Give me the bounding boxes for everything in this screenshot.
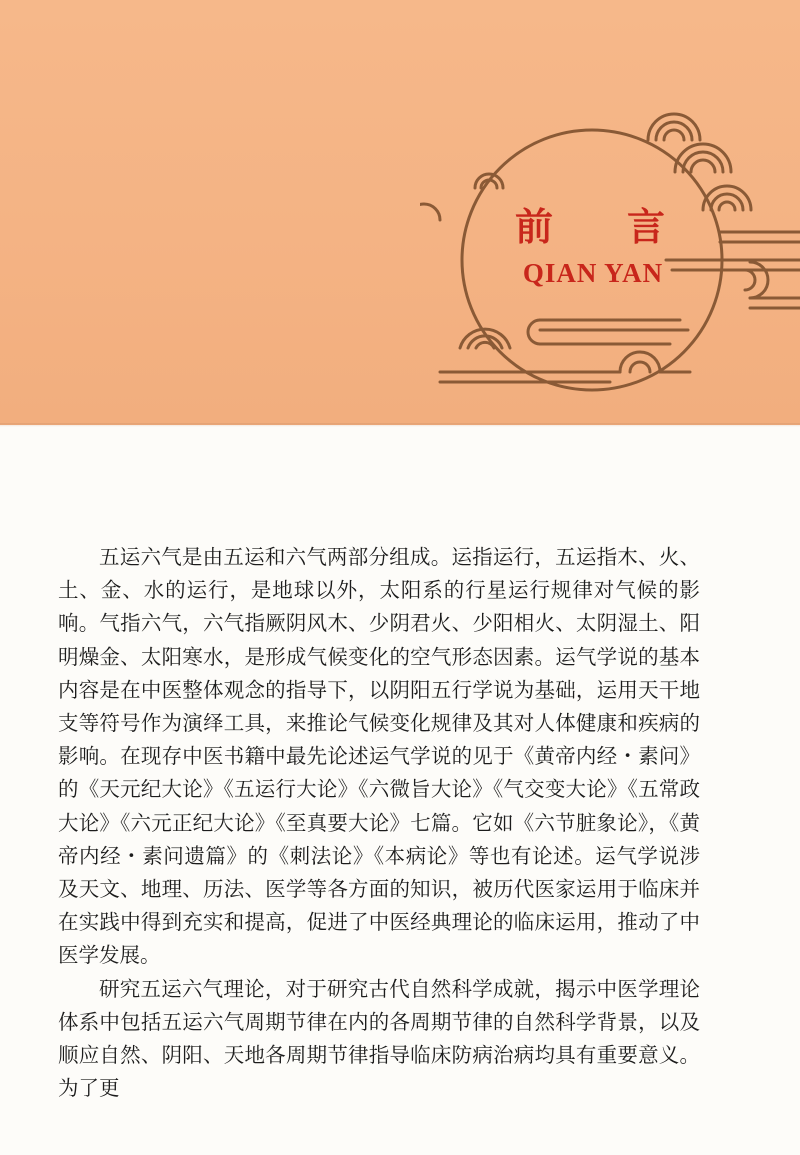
page-title-pinyin: QIAN YAN bbox=[522, 258, 664, 288]
cloud-circle-ornament bbox=[420, 110, 800, 400]
header-band-edge bbox=[0, 423, 800, 427]
page-title-chinese bbox=[515, 196, 665, 251]
cloud-swirl-left bbox=[420, 174, 503, 220]
paragraph-2: 研究五运六气理论，对于研究古代自然科学成就，揭示中医学理论体系中包括五运六气周期节律在内的各周期节律的自然科学背景，以及顺应自然、阴阳、天地各周期节律指导临床防病治病均具有重要意义。为了更 bbox=[58, 976, 700, 1101]
paragraph-1: 五运六气是由五运和六气两部分组成。运指运行，五运指木、火、土、金、水的运行，是地球以外，太阳系的行星运行规律对气候的影响。气指六气，六气指厥阴风木、少阴君火、少阳相火、太阴湿土、阳明燥金、太阳寒水，是形成气候变化的空气形态因素。运气学说的基本内容是在中医整体观念的指导下，以阴阳五行学说为基础，运用天干地支等符号作为演绎工具，来推论气候变化规律及其对人体健康和疾病的影响。在现存中医书籍中最先论述运气学说的见于《黄帝内经・素问》的《天元纪大论》《五运行大论》《六微旨大论》《气交变大论》《五常政大论》《六元正纪大论》《至真要大论》七篇。它如《六节脏象论》，《黄帝内经・素问遗篇》的《刺法论》《本病论》等也有论述。运气学说涉及天文、地理、历法、医学等各方面的知识，被历代医家运用于临床并在实践中得到充实和提高，促进了中医经典理论的临床运用，推动了中医学发展。 bbox=[58, 545, 700, 968]
title-char-2: 言 bbox=[626, 204, 665, 249]
title-char-1: 前 bbox=[515, 204, 554, 249]
body-text bbox=[58, 541, 700, 1105]
cloud-band-right bbox=[666, 232, 800, 308]
cloud-band-lower bbox=[440, 320, 690, 382]
